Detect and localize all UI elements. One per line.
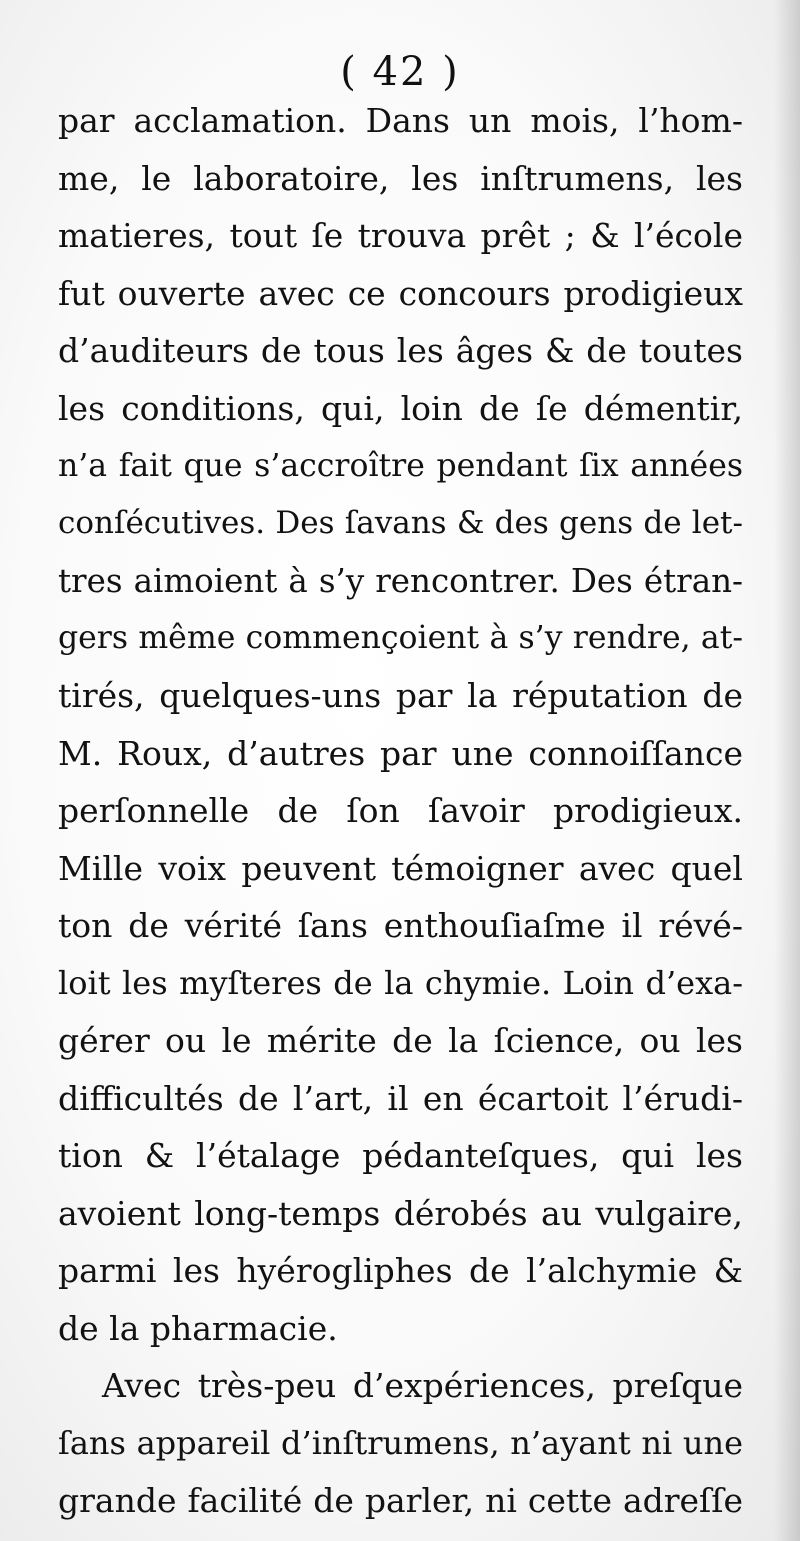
text-line: ſans appareil d’inſtrumens, n’ayant ni une: [58, 1424, 743, 1463]
text-line: Avec très-peu d’expériences, preſque: [102, 1366, 743, 1406]
text-line: par acclamation. Dans un mois, l’hom-: [58, 101, 743, 141]
text-line: d’auditeurs de tous les âges & de toutes: [58, 331, 743, 371]
body-text: [58, 92, 743, 1530]
text-line: fut ouverte avec ce concours prodigieux: [58, 273, 743, 313]
text-line: M. Roux, d’autres par une connoiſſance: [58, 733, 743, 773]
text-line: gers même commençoient à s’y rendre, at-: [58, 620, 743, 657]
text-line: tion & l’étalage pédanteſques, qui les: [58, 1136, 743, 1176]
text-line: conſécutives. Des ſavans & des gens de let-: [58, 505, 743, 542]
text-line: les conditions, qui, loin de ſe démentir,: [58, 388, 743, 428]
text-line: parmi les hyérogliphes de l’alchymie &: [58, 1251, 743, 1291]
text-line: ton de vérité ſans enthouſiaſme il révé-: [58, 906, 743, 946]
text-line: grande facilité de parler, ni cette adreſſe: [58, 1481, 743, 1521]
text-line: gérer ou le mérite de la ſcience, ou les: [58, 1021, 743, 1061]
text-line: Mille voix peuvent témoigner avec quel: [58, 848, 743, 888]
text-line: avoient long-temps dérobés au vulgaire,: [58, 1193, 743, 1233]
text-line: difficultés de l’art, il en écartoit l’érudi-: [58, 1078, 743, 1118]
text-line: matieres, tout ſe trouva prêt ; & l’école: [58, 216, 743, 256]
text-line: perſonnelle de ſon ſavoir prodigieux.: [58, 791, 743, 831]
text-line: loit les myſteres de la chymie. Loin d’exa-: [58, 964, 743, 1003]
paragraph-2: [58, 1357, 743, 1530]
text-line: me, le laboratoire, les inſtrumens, les: [58, 158, 743, 198]
text-line: tirés, quelques-uns par la réputation de: [58, 676, 743, 716]
text-line: n’a fait que s’accroître pendant ſix années: [58, 447, 743, 484]
page-edge-shadow: [774, 0, 800, 1541]
paragraph-1: [58, 92, 743, 1357]
page-number: ( 42 ): [340, 49, 460, 95]
text-line: de la pharmacie.: [58, 1308, 338, 1348]
text-line: tres aimoient à s’y rencontrer. Des étran-: [58, 561, 743, 600]
